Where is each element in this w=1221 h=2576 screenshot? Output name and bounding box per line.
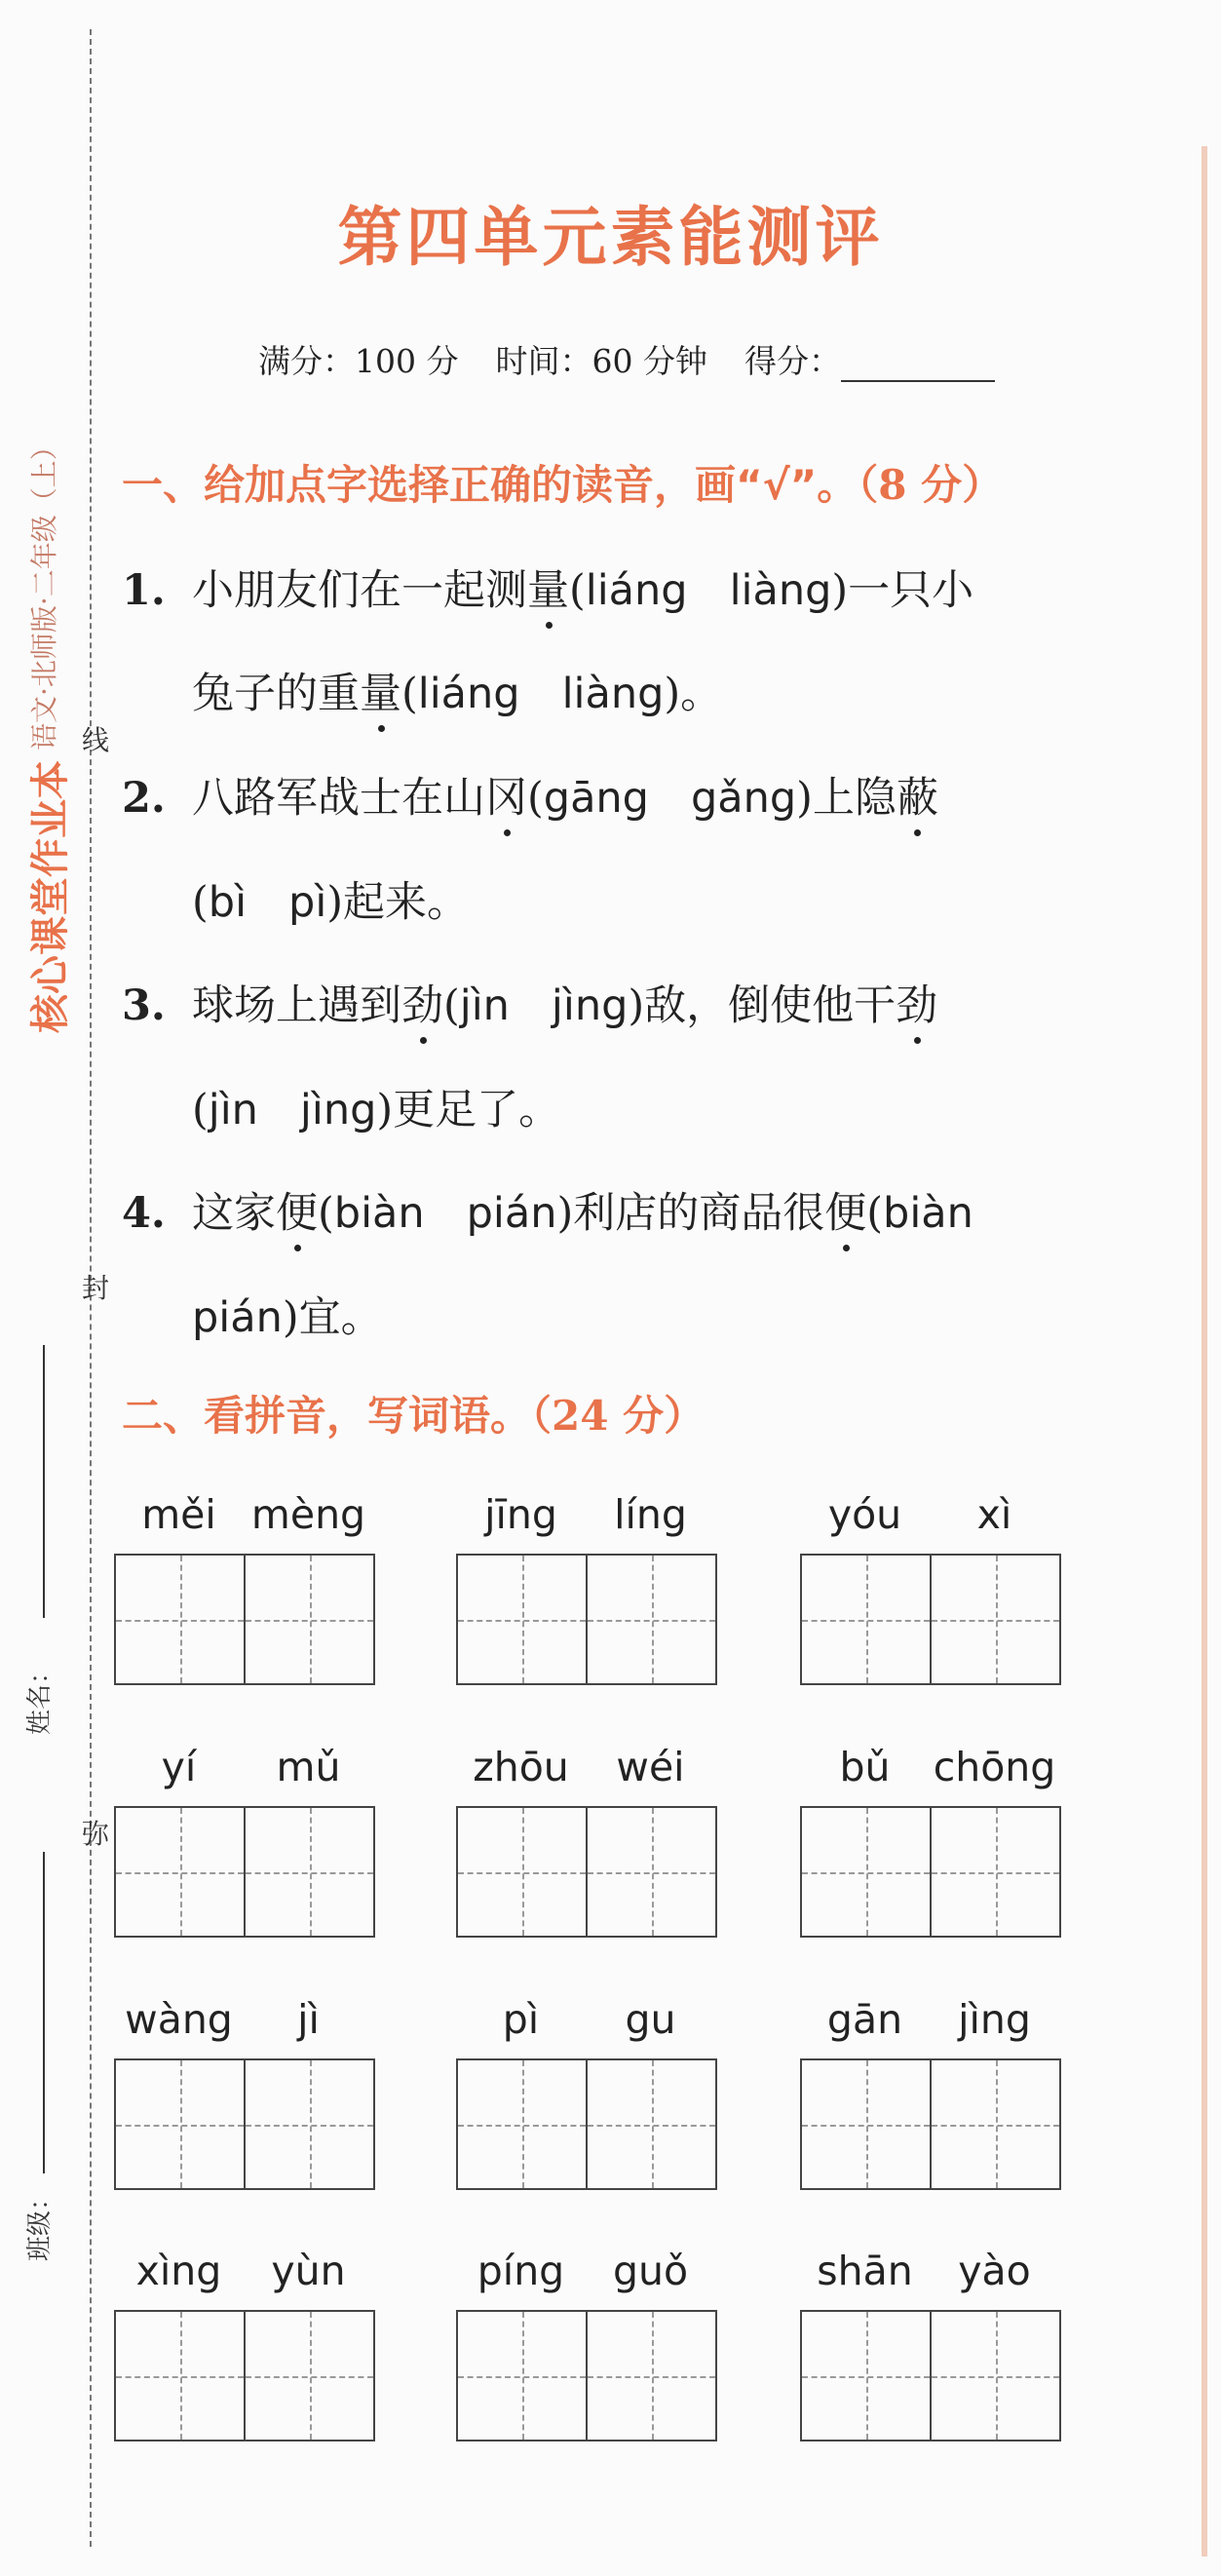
question-1-line-1 — [122, 557, 973, 617]
pinyin-syllable: zhōu — [473, 1744, 569, 1790]
brand-vertical: 核心课堂作业本 — [28, 760, 73, 1033]
pinyin-syllable: jìng — [958, 1996, 1031, 2043]
question-number: 1. — [122, 566, 166, 615]
writing-box[interactable] — [930, 1808, 1059, 1936]
writing-box[interactable] — [930, 1556, 1059, 1683]
pinyin-options[interactable]: liáng liàng — [417, 670, 665, 718]
pinyin-options[interactable]: jìn jìng — [459, 981, 629, 1030]
question-number: 3. — [122, 981, 166, 1030]
tianzige-boxes — [456, 2310, 717, 2441]
writing-box[interactable] — [586, 1808, 715, 1936]
writing-box[interactable] — [116, 2312, 244, 2440]
dotted-char: 冈 — [485, 765, 527, 825]
pinyin-syllable: pì — [502, 1996, 540, 2043]
pinyin-syllable: mǔ — [276, 1744, 341, 1790]
margin-seal-char: 封 — [82, 1272, 110, 1304]
paren: ( — [569, 566, 586, 615]
word-pinyin — [456, 1996, 715, 2049]
pinyin-syllable: chōng — [933, 1744, 1056, 1790]
word-pinyin — [800, 1744, 1059, 1796]
writing-box[interactable] — [802, 1808, 930, 1936]
question-text: 八路军战士在山 — [192, 774, 485, 823]
writing-box[interactable] — [586, 1556, 715, 1683]
pinyin-syllable: mèng — [250, 1491, 366, 1538]
pinyin-syllable: wàng — [125, 1996, 233, 2043]
question-2-line-1 — [122, 765, 938, 825]
pinyin-syllable: yí — [161, 1744, 197, 1790]
question-text: )更足了。 — [376, 1086, 561, 1134]
name-line — [43, 1345, 45, 1618]
question-number: 2. — [122, 774, 166, 823]
section-2-title: 二、看拼音，写词语。 — [122, 1392, 532, 1440]
class-label: 班级： — [25, 2184, 55, 2261]
question-text: 球场上遇到 — [192, 981, 401, 1030]
question-text: )利店的商品很 — [556, 1189, 825, 1238]
pinyin-syllable: jì — [297, 1996, 320, 2043]
paren: ( — [527, 774, 544, 823]
writing-box[interactable] — [244, 1808, 373, 1936]
writing-box[interactable] — [244, 2060, 373, 2188]
question-text: )敌，倒使他干 — [628, 981, 897, 1030]
word-pinyin — [114, 1744, 373, 1796]
tianzige-boxes — [456, 1806, 717, 1938]
question-text: )起来。 — [326, 878, 470, 927]
score-label: 得分： — [744, 342, 841, 380]
tianzige-boxes — [114, 1554, 375, 1685]
dotted-char: 劲 — [896, 973, 937, 1032]
question-1-line-2 — [192, 661, 722, 720]
pinyin-syllable: yóu — [827, 1491, 902, 1538]
pinyin-syllable: píng — [477, 2248, 565, 2294]
section-2-heading — [122, 1384, 705, 1442]
word-pinyin — [800, 1491, 1059, 1544]
writing-box[interactable] — [458, 2312, 586, 2440]
question-text: )上隐 — [796, 774, 897, 823]
word-pinyin — [800, 2248, 1059, 2300]
writing-box[interactable] — [458, 1556, 586, 1683]
writing-box[interactable] — [458, 2060, 586, 2188]
page-edge — [1202, 146, 1207, 2557]
pinyin-options[interactable]: gāng gǎng — [543, 774, 797, 823]
dotted-char: 量 — [360, 661, 401, 720]
question-4-line-1 — [122, 1180, 973, 1240]
writing-box[interactable] — [930, 2312, 1059, 2440]
series-vertical: 语文·北师版·二年级（上） — [28, 433, 60, 750]
pinyin-syllable: líng — [614, 1491, 687, 1538]
tianzige-boxes — [800, 1806, 1061, 1938]
pinyin-options[interactable]: jìn jìng — [208, 1086, 377, 1134]
page-title: 第四单元素能测评 — [337, 199, 884, 275]
section-2-points: （24 分） — [531, 1392, 706, 1440]
paren: ( — [866, 1189, 884, 1238]
word-pinyin — [456, 1491, 715, 1544]
question-text: )一只小 — [831, 566, 974, 615]
dotted-char: 便 — [824, 1180, 866, 1240]
writing-box[interactable] — [586, 2312, 715, 2440]
pinyin-syllable: měi — [141, 1491, 216, 1538]
word-pinyin — [456, 1744, 715, 1796]
question-2-line-2 — [192, 869, 469, 929]
question-4-line-2 — [192, 1285, 383, 1344]
dotted-char: 便 — [276, 1180, 318, 1240]
tianzige-boxes — [800, 1554, 1061, 1685]
pinyin-syllable: gān — [826, 1996, 903, 2043]
word-pinyin — [800, 1996, 1059, 2049]
pinyin-syllable: wéi — [616, 1744, 685, 1790]
pinyin-options[interactable]: pián — [192, 1293, 283, 1342]
question-number: 4. — [122, 1189, 166, 1238]
tianzige-boxes — [456, 1554, 717, 1685]
writing-box[interactable] — [116, 1808, 244, 1936]
pinyin-syllable: xì — [976, 1491, 1012, 1538]
margin-secret-char: 弥 — [82, 1818, 110, 1850]
pinyin-syllable: jīng — [484, 1491, 557, 1538]
tianzige-boxes — [114, 2058, 375, 2190]
question-3-line-2 — [192, 1077, 560, 1136]
writing-box[interactable] — [802, 2060, 930, 2188]
section-1-heading — [122, 453, 1003, 512]
score-blank[interactable] — [841, 351, 995, 382]
pinyin-syllable: xìng — [135, 2248, 222, 2294]
name-label: 姓名： — [25, 1658, 55, 1735]
question-text: 兔子的重 — [192, 670, 360, 718]
question-text: )宜。 — [282, 1293, 383, 1342]
paren: ( — [443, 981, 460, 1030]
tianzige-boxes — [114, 2310, 375, 2441]
pinyin-syllable: bǔ — [839, 1744, 891, 1790]
tianzige-boxes — [114, 1806, 375, 1938]
paren: ( — [318, 1189, 334, 1238]
time-limit: 时间：60 分钟 — [495, 342, 707, 380]
writing-box[interactable] — [116, 2060, 244, 2188]
dotted-char: 蔽 — [897, 765, 938, 825]
writing-box[interactable] — [116, 1556, 244, 1683]
tianzige-boxes — [456, 2058, 717, 2190]
score-info — [258, 336, 1032, 382]
question-3-line-1 — [122, 973, 937, 1032]
section-1-title: 一、给加点字选择正确的读音，画“√”。 — [122, 461, 859, 509]
word-pinyin — [114, 2248, 373, 2300]
pinyin-options[interactable]: liáng liàng — [585, 566, 832, 615]
writing-box[interactable] — [458, 1808, 586, 1936]
word-pinyin — [114, 1491, 373, 1544]
pinyin-syllable: yùn — [271, 2248, 346, 2294]
pinyin-syllable: shān — [817, 2248, 913, 2294]
pinyin-options[interactable]: bì pì — [208, 878, 327, 927]
writing-box[interactable] — [802, 1556, 930, 1683]
class-line — [43, 1852, 45, 2173]
writing-box[interactable] — [930, 2060, 1059, 2188]
paren: ( — [401, 670, 418, 718]
section-1-points: （8 分） — [858, 461, 1004, 509]
tianzige-boxes — [800, 2058, 1061, 2190]
question-text: )。 — [664, 670, 723, 718]
tianzige-boxes — [800, 2310, 1061, 2441]
writing-box[interactable] — [244, 1556, 373, 1683]
full-score: 满分：100 分 — [258, 342, 459, 380]
writing-box[interactable] — [244, 2312, 373, 2440]
pinyin-syllable: guǒ — [612, 2248, 689, 2294]
writing-box[interactable] — [586, 2060, 715, 2188]
paren: ( — [192, 1086, 209, 1134]
pinyin-syllable: yào — [958, 2248, 1031, 2294]
word-pinyin — [114, 1996, 373, 2049]
margin-line-char: 线 — [82, 724, 110, 756]
pinyin-options[interactable]: biàn — [883, 1189, 973, 1238]
pinyin-options[interactable]: biàn pián — [333, 1189, 557, 1238]
writing-box[interactable] — [802, 2312, 930, 2440]
question-text: 小朋友们在一起测 — [192, 566, 527, 615]
question-text: 这家 — [192, 1189, 276, 1238]
paren: ( — [192, 878, 209, 927]
dotted-char: 量 — [527, 557, 569, 617]
word-pinyin — [456, 2248, 715, 2300]
pinyin-syllable: gu — [625, 1996, 676, 2043]
dotted-char: 劲 — [401, 973, 443, 1032]
